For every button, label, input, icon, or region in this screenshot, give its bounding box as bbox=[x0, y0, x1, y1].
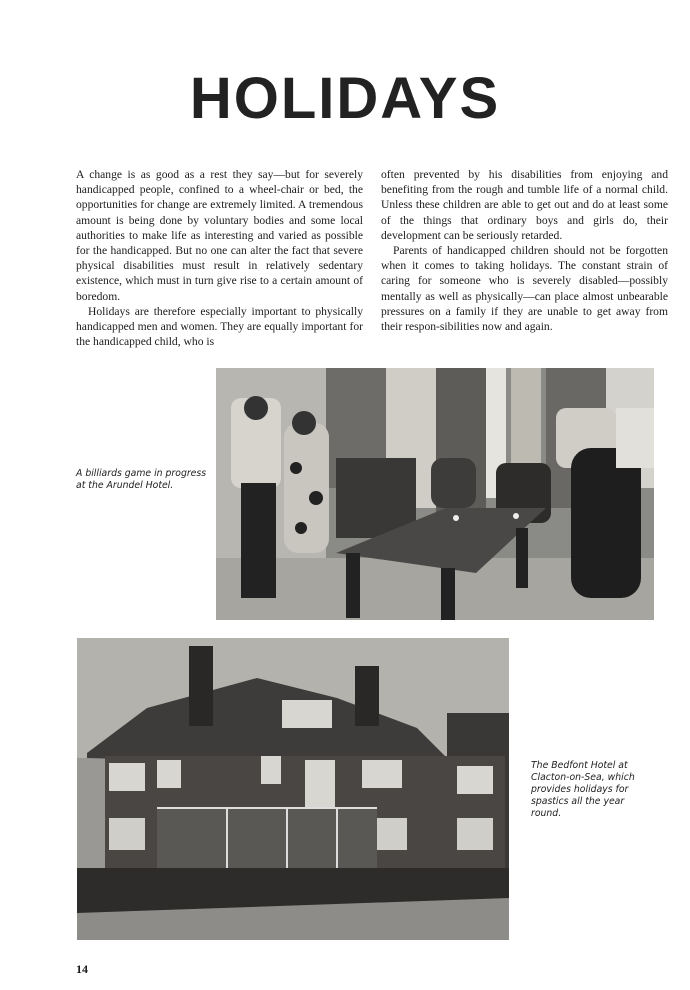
hotel-caption: The Bedfont Hotel at Clacton-on-Sea, which provides holidays for spastics all the year round. bbox=[531, 760, 635, 819]
paragraph: A change is as good as a rest they say—but for severely handicapped people, confined to a wheel-chair or bed, the opportunities for change are extremely limited. A tremendous amount is being done by voluntary bodies and some local authorities to make life as interesting and varied as possible for the handicapped. But no one can alter the fact that severe physical disabilities must result in relatively sedentary existence, which must in turn give rise to a certain amount of boredom. bbox=[76, 168, 363, 303]
page-title: HOLIDAYS bbox=[189, 66, 501, 131]
paragraph: Holidays are therefore especially important to physically handicapped men and women. They are equally important for the handicapped child, who is bbox=[76, 304, 363, 349]
left-column bbox=[76, 167, 363, 349]
right-column bbox=[381, 167, 668, 334]
hotel-photo bbox=[77, 638, 509, 940]
page-number: 14 bbox=[76, 962, 88, 976]
hotel-photo-image bbox=[77, 638, 509, 940]
billiards-photo bbox=[216, 368, 654, 620]
billiards-caption: A billiards game in progress at the Arundel Hotel. bbox=[76, 468, 207, 491]
billiards-photo-image bbox=[216, 368, 654, 620]
paragraph: Parents of handicapped children should not be forgotten when it comes to taking holidays. The constant strain of caring for someone who is severely disabled—possibly mentally as well as physically—can place almost unbearable pressures on a family if they are unable to get away from their respon-sibilities now and again. bbox=[381, 244, 668, 334]
paragraph: often prevented by his disabilities from enjoying and benefiting from the rough and tumble life of a normal child. Unless these children are able to get out and do at least some of the things that ordinary boys and girls do, their development can be seriously retarded. bbox=[381, 168, 668, 242]
